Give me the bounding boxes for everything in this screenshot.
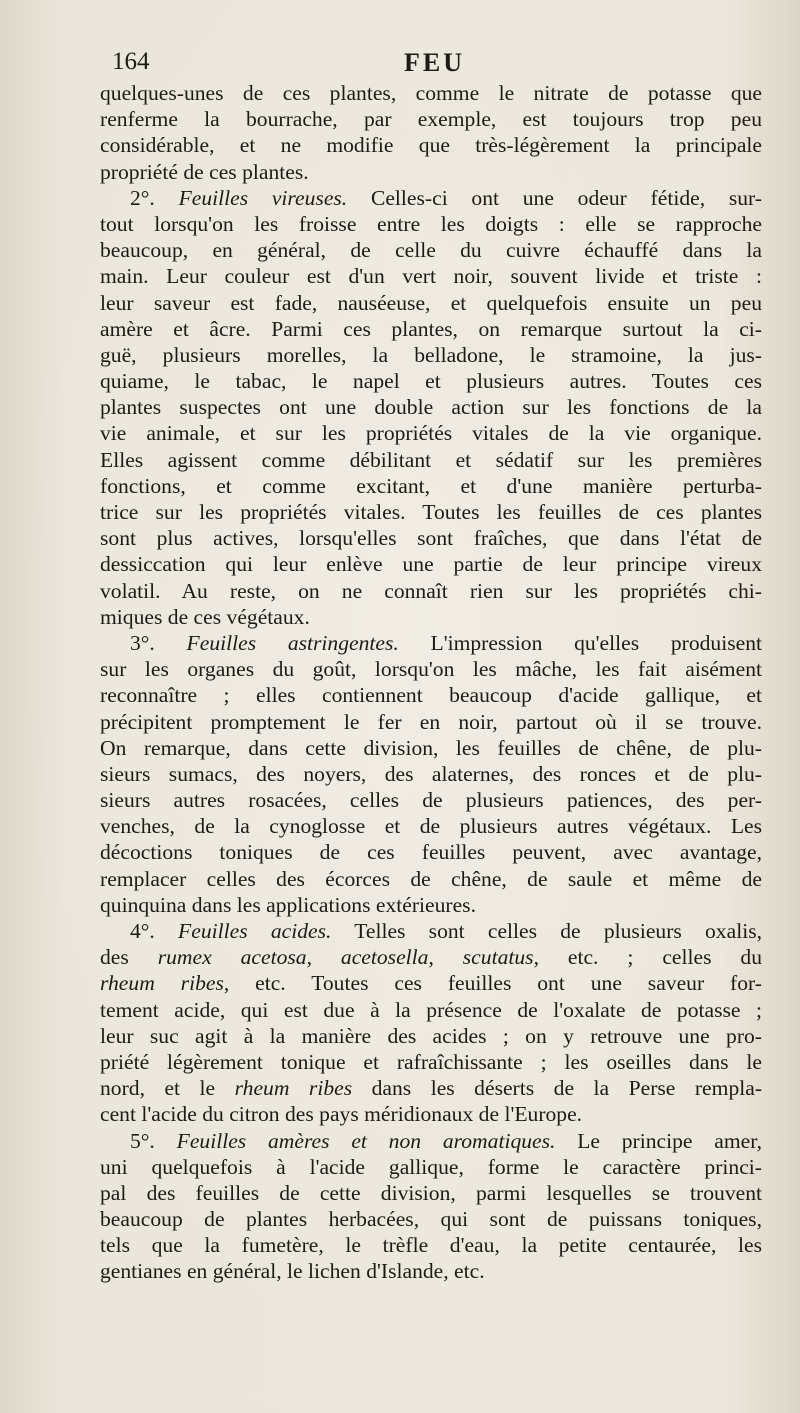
text-run: , etc. ; celles du bbox=[533, 945, 762, 970]
text-line bbox=[100, 1180, 762, 1206]
text-line bbox=[100, 106, 762, 132]
text-run: dessiccation qui leur enlève une partie de leur principe vireux bbox=[100, 552, 762, 577]
text-line bbox=[100, 394, 762, 420]
italic-text: Feuilles amères et non aromatiques. bbox=[176, 1128, 556, 1153]
text-run: Le principe amer, bbox=[555, 1128, 762, 1153]
text-line bbox=[100, 761, 762, 787]
italic-text: Feuilles vireuses. bbox=[178, 185, 348, 210]
text-run: amère et âcre. Parmi ces plantes, on remarque surtout la ci- bbox=[100, 316, 762, 341]
text-line bbox=[100, 1101, 762, 1127]
text-line bbox=[100, 1258, 762, 1284]
body-text bbox=[100, 80, 762, 1285]
text-line bbox=[100, 1232, 762, 1258]
text-run: fonctions, et comme excitant, et d'une manière perturba- bbox=[100, 473, 762, 498]
text-run: Celles-ci ont une odeur fétide, sur- bbox=[347, 185, 762, 210]
text-run: priété légèrement tonique et rafraîchissante ; les oseilles dans le bbox=[100, 1049, 762, 1074]
text-run: gentianes en général, le lichen d'Islande, etc. bbox=[100, 1259, 485, 1284]
text-run: , bbox=[428, 945, 463, 970]
text-run: des bbox=[100, 945, 158, 970]
text-line bbox=[100, 132, 762, 158]
text-line bbox=[100, 263, 762, 289]
text-run: On remarque, dans cette division, les feuilles de chêne, de plu- bbox=[100, 735, 762, 760]
text-line bbox=[100, 709, 762, 735]
text-line bbox=[100, 211, 762, 237]
text-run: reconnaître ; elles contiennent beaucoup d'acide gallique, et bbox=[100, 683, 762, 708]
text-line bbox=[100, 813, 762, 839]
text-line bbox=[100, 237, 762, 263]
text-run: sont plus actives, lorsqu'elles sont fraîches, que dans l'état de bbox=[100, 526, 762, 551]
text-run: cent l'acide du citron des pays méridionaux de l'Europe. bbox=[100, 1102, 583, 1127]
text-line bbox=[100, 787, 762, 813]
page-header bbox=[112, 48, 757, 84]
text-line bbox=[100, 80, 762, 106]
text-line bbox=[100, 551, 762, 577]
text-line bbox=[100, 1023, 762, 1049]
text-line bbox=[100, 839, 762, 865]
text-run: , bbox=[306, 945, 341, 970]
italic-text: rumex acetosa bbox=[157, 945, 307, 970]
text-run: leur suc agit à la manière des acides ; on y retrouve une pro- bbox=[100, 1023, 762, 1048]
text-run: venches, de la cynoglosse et de plusieurs autres végétaux. Les bbox=[100, 814, 762, 839]
text-line bbox=[100, 604, 762, 630]
text-line bbox=[100, 1075, 762, 1101]
text-line bbox=[100, 1154, 762, 1180]
text-run: tout lorsqu'on les froisse entre les doigts : elle se rapproche bbox=[100, 211, 762, 236]
text-run: tels que la fumetère, le trèfle d'eau, la petite centaurée, les bbox=[100, 1233, 762, 1258]
text-line bbox=[100, 473, 762, 499]
text-run: renferme la bourrache, par exemple, est toujours trop peu bbox=[100, 107, 762, 132]
text-run: pal des feuilles de cette division, parmi lesquelles se trouvent bbox=[100, 1180, 762, 1205]
italic-text: acetosella bbox=[340, 945, 429, 970]
text-run: remplacer celles des écorces de chêne, de saule et même de bbox=[100, 866, 762, 891]
text-line bbox=[100, 656, 762, 682]
text-line bbox=[100, 185, 762, 211]
text-line bbox=[100, 499, 762, 525]
text-run: sieurs sumacs, des noyers, des alaternes, des ronces et de plu- bbox=[100, 761, 762, 786]
text-run: vie animale, et sur les propriétés vitales de la vie organique. bbox=[100, 421, 762, 446]
text-line bbox=[100, 735, 762, 761]
text-run: 4°. bbox=[130, 919, 179, 943]
italic-text: scutatus bbox=[462, 945, 534, 970]
text-line bbox=[100, 1049, 762, 1075]
text-run: quiame, le tabac, le napel et plusieurs autres. Toutes ces bbox=[100, 369, 762, 394]
text-run: propriété de ces plantes. bbox=[100, 159, 309, 184]
text-run: beaucoup de plantes herbacées, qui sont de puissans toniques, bbox=[100, 1207, 762, 1232]
text-run: dans les déserts de la Perse rempla- bbox=[352, 1076, 762, 1101]
text-line bbox=[100, 997, 762, 1023]
text-line bbox=[100, 420, 762, 446]
text-run: quinquina dans les applications extérieures. bbox=[100, 892, 476, 917]
text-line bbox=[100, 682, 762, 708]
text-run: leur saveur est fade, nauséeuse, et quelquefois ensuite un peu bbox=[100, 290, 762, 315]
text-run: volatil. Au reste, on ne connaît rien sur les propriétés chi- bbox=[100, 578, 762, 603]
running-head: FEU bbox=[404, 48, 465, 77]
text-run: uni quelquefois à l'acide gallique, forme le caractère princi- bbox=[100, 1154, 762, 1179]
text-run: miques de ces végétaux. bbox=[100, 604, 310, 629]
text-line bbox=[100, 1128, 762, 1154]
text-line bbox=[100, 342, 762, 368]
text-run: , etc. Toutes ces feuilles ont une saveur for- bbox=[223, 971, 762, 996]
text-run: beaucoup, en général, de celle du cuivre échauffé dans la bbox=[100, 238, 762, 263]
page-number: 164 bbox=[112, 48, 150, 75]
text-run: décoctions toniques de ces feuilles peuvent, avec avantage, bbox=[100, 840, 762, 865]
text-run: 2°. bbox=[130, 185, 179, 210]
text-line bbox=[100, 316, 762, 342]
text-run: précipitent promptement le fer en noir, partout où il se trouve. bbox=[100, 709, 762, 734]
text-line bbox=[100, 630, 762, 656]
italic-text: rheum ribes bbox=[100, 971, 224, 996]
text-line bbox=[100, 944, 762, 970]
italic-text: Feuilles astringentes. bbox=[186, 630, 399, 655]
text-line bbox=[100, 290, 762, 316]
text-run: guë, plusieurs morelles, la belladone, le stramoine, la jus- bbox=[100, 342, 762, 367]
text-run: main. Leur couleur est d'un vert noir, souvent livide et triste : bbox=[100, 264, 762, 289]
text-line bbox=[100, 159, 762, 185]
text-line bbox=[100, 918, 762, 944]
text-run: Telles sont celles de plusieurs oxalis, bbox=[331, 919, 762, 943]
text-line bbox=[100, 368, 762, 394]
text-run: tement acide, qui est due à la présence de l'oxalate de potasse ; bbox=[100, 997, 762, 1022]
text-run: L'impression qu'elles produisent bbox=[398, 630, 762, 655]
text-run: Elles agissent comme débilitant et sédatif sur les premières bbox=[100, 447, 762, 472]
text-run: nord, et le bbox=[100, 1076, 235, 1101]
text-run: plantes suspectes ont une double action sur les fonctions de la bbox=[100, 395, 762, 420]
text-line bbox=[100, 1206, 762, 1232]
text-line bbox=[100, 447, 762, 473]
text-run: considérable, et ne modifie que très-légèrement la principale bbox=[100, 133, 762, 158]
text-run: trice sur les propriétés vitales. Toutes les feuilles de ces plantes bbox=[100, 500, 762, 524]
text-line bbox=[100, 525, 762, 551]
text-run: sur les organes du goût, lorsqu'on les mâche, les fait aisément bbox=[100, 657, 762, 682]
text-line bbox=[100, 892, 762, 918]
text-line bbox=[100, 866, 762, 892]
text-run: quelques-unes de ces plantes, comme le nitrate de potasse que bbox=[100, 81, 762, 105]
text-line bbox=[100, 970, 762, 996]
text-run: 3°. bbox=[130, 630, 187, 655]
text-run: sieurs autres rosacées, celles de plusieurs patiences, des per- bbox=[100, 788, 762, 813]
text-run: 5°. bbox=[130, 1128, 177, 1153]
italic-text: rheum ribes bbox=[234, 1076, 353, 1101]
text-line bbox=[100, 578, 762, 604]
italic-text: Feuilles acides. bbox=[178, 919, 332, 943]
